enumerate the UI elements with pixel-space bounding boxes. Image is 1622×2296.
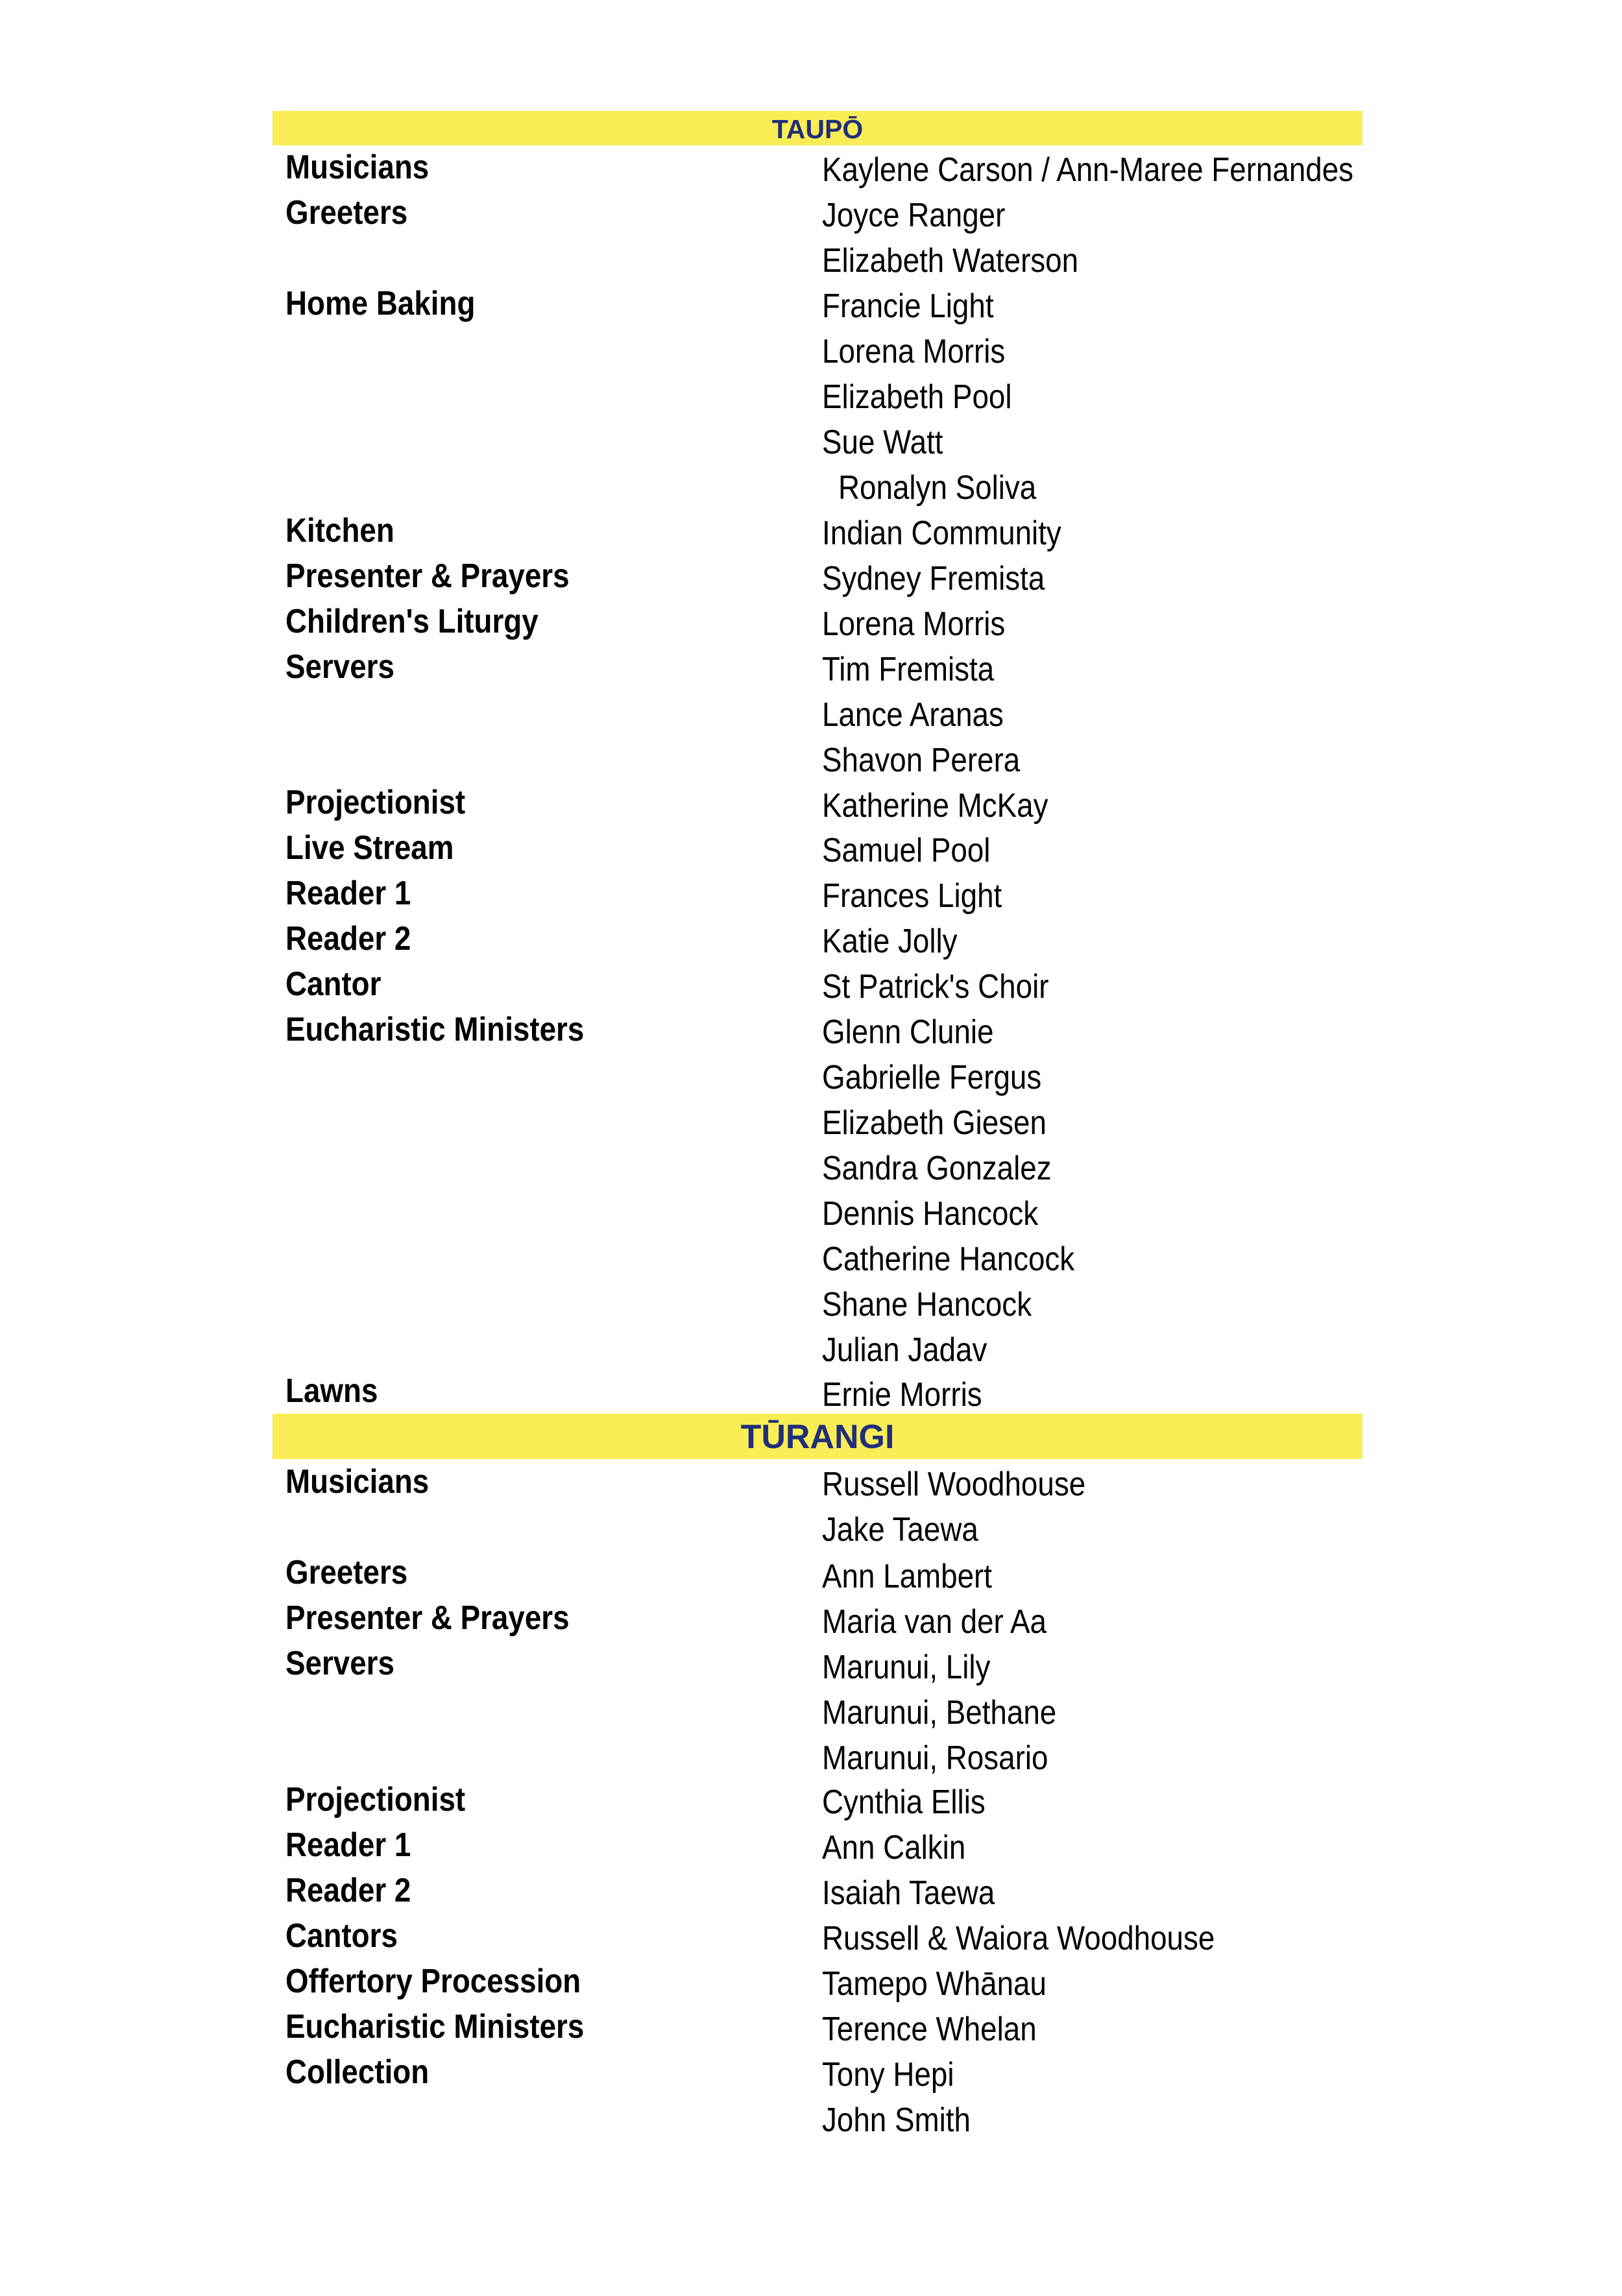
taupo-role-eucharistic-ministers: Eucharistic Ministers bbox=[285, 1011, 585, 1048]
taupo-name: Katherine McKay bbox=[822, 787, 1048, 825]
taupo-name: Ernie Morris bbox=[822, 1376, 982, 1414]
turangi-name: Russell & Waiora Woodhouse bbox=[822, 1920, 1215, 1957]
turangi-role-musicians: Musicians bbox=[285, 1463, 430, 1501]
taupo-name: Catherine Hancock bbox=[822, 1240, 1075, 1278]
turangi-role-offertory-procession: Offertory Procession bbox=[285, 1963, 581, 2000]
taupo-role-cantor: Cantor bbox=[285, 965, 381, 1003]
taupo-role-presenter-prayers: Presenter & Prayers bbox=[285, 557, 570, 595]
taupo-name: Elizabeth Giesen bbox=[822, 1104, 1047, 1142]
turangi-section-heading: TŪRANGI bbox=[272, 1414, 1362, 1459]
taupo-role-servers: Servers bbox=[285, 648, 394, 686]
taupo-name: Lance Aranas bbox=[822, 696, 1004, 734]
taupo-name: Sue Watt bbox=[822, 424, 943, 461]
taupo-name: Sandra Gonzalez bbox=[822, 1150, 1052, 1187]
taupo-name: Lorena Morris bbox=[822, 605, 1006, 643]
taupo-name: Shane Hancock bbox=[822, 1286, 1032, 1323]
turangi-name: Isaiah Taewa bbox=[822, 1874, 995, 1912]
taupo-name: Elizabeth Pool bbox=[822, 378, 1012, 416]
turangi-name: Cynthia Ellis bbox=[822, 1783, 986, 1821]
taupo-role-greeters: Greeters bbox=[285, 194, 408, 232]
turangi-name: John Smith bbox=[822, 2101, 971, 2139]
turangi-role-servers: Servers bbox=[285, 1645, 394, 1682]
turangi-name: Maria van der Aa bbox=[822, 1603, 1047, 1641]
turangi-name: Ann Calkin bbox=[822, 1829, 966, 1867]
taupo-role-childrens-liturgy: Children's Liturgy bbox=[285, 603, 539, 640]
turangi-role-eucharistic-ministers: Eucharistic Ministers bbox=[285, 2008, 585, 2046]
taupo-name: Elizabeth Waterson bbox=[822, 242, 1079, 280]
taupo-role-lawns: Lawns bbox=[285, 1372, 378, 1410]
taupo-name: Frances Light bbox=[822, 877, 1002, 915]
taupo-name: Dennis Hancock bbox=[822, 1195, 1039, 1233]
taupo-name: Kaylene Carson / Ann-Maree Fernandes bbox=[822, 151, 1354, 189]
taupo-role-live-stream: Live Stream bbox=[285, 829, 454, 867]
taupo-name: Samuel Pool bbox=[822, 832, 991, 869]
turangi-name: Marunui, Lily bbox=[822, 1649, 991, 1686]
turangi-name: Marunui, Bethane bbox=[822, 1694, 1057, 1732]
turangi-role-presenter-prayers: Presenter & Prayers bbox=[285, 1599, 570, 1637]
taupo-name: Ronalyn Soliva bbox=[838, 469, 1037, 507]
taupo-name: Julian Jadav bbox=[822, 1331, 987, 1369]
taupo-name: Gabrielle Fergus bbox=[822, 1059, 1042, 1096]
taupo-name: Joyce Ranger bbox=[822, 197, 1006, 234]
turangi-role-greeters: Greeters bbox=[285, 1554, 408, 1591]
taupo-name: Shavon Perera bbox=[822, 742, 1021, 779]
taupo-section-heading: TAUPŌ bbox=[272, 111, 1362, 145]
turangi-name: Terence Whelan bbox=[822, 2011, 1037, 2048]
turangi-role-reader-2: Reader 2 bbox=[285, 1872, 411, 1909]
taupo-name: St Patrick's Choir bbox=[822, 968, 1049, 1006]
turangi-role-reader-1: Reader 1 bbox=[285, 1826, 411, 1864]
taupo-name: Francie Light bbox=[822, 287, 994, 325]
turangi-name: Russell Woodhouse bbox=[822, 1466, 1086, 1503]
taupo-role-reader-1: Reader 1 bbox=[285, 875, 411, 912]
taupo-role-projectionist: Projectionist bbox=[285, 784, 466, 821]
taupo-name: Glenn Clunie bbox=[822, 1013, 994, 1051]
taupo-name: Tim Fremista bbox=[822, 651, 995, 688]
turangi-name: Tony Hepi bbox=[822, 2056, 954, 2094]
taupo-name: Sydney Fremista bbox=[822, 560, 1045, 598]
turangi-name: Tamepo Whānau bbox=[822, 1965, 1047, 2003]
turangi-role-collection: Collection bbox=[285, 2053, 430, 2091]
taupo-role-reader-2: Reader 2 bbox=[285, 920, 411, 958]
taupo-role-kitchen: Kitchen bbox=[285, 512, 394, 550]
turangi-role-projectionist: Projectionist bbox=[285, 1781, 466, 1819]
taupo-role-home-baking: Home Baking bbox=[285, 285, 476, 322]
taupo-name: Katie Jolly bbox=[822, 923, 958, 960]
taupo-name: Indian Community bbox=[822, 514, 1061, 552]
taupo-role-musicians: Musicians bbox=[285, 149, 430, 186]
turangi-name: Jake Taewa bbox=[822, 1511, 978, 1549]
taupo-name: Lorena Morris bbox=[822, 333, 1006, 370]
turangi-role-cantors: Cantors bbox=[285, 1917, 398, 1955]
turangi-name: Marunui, Rosario bbox=[822, 1739, 1048, 1777]
turangi-name: Ann Lambert bbox=[822, 1558, 993, 1595]
